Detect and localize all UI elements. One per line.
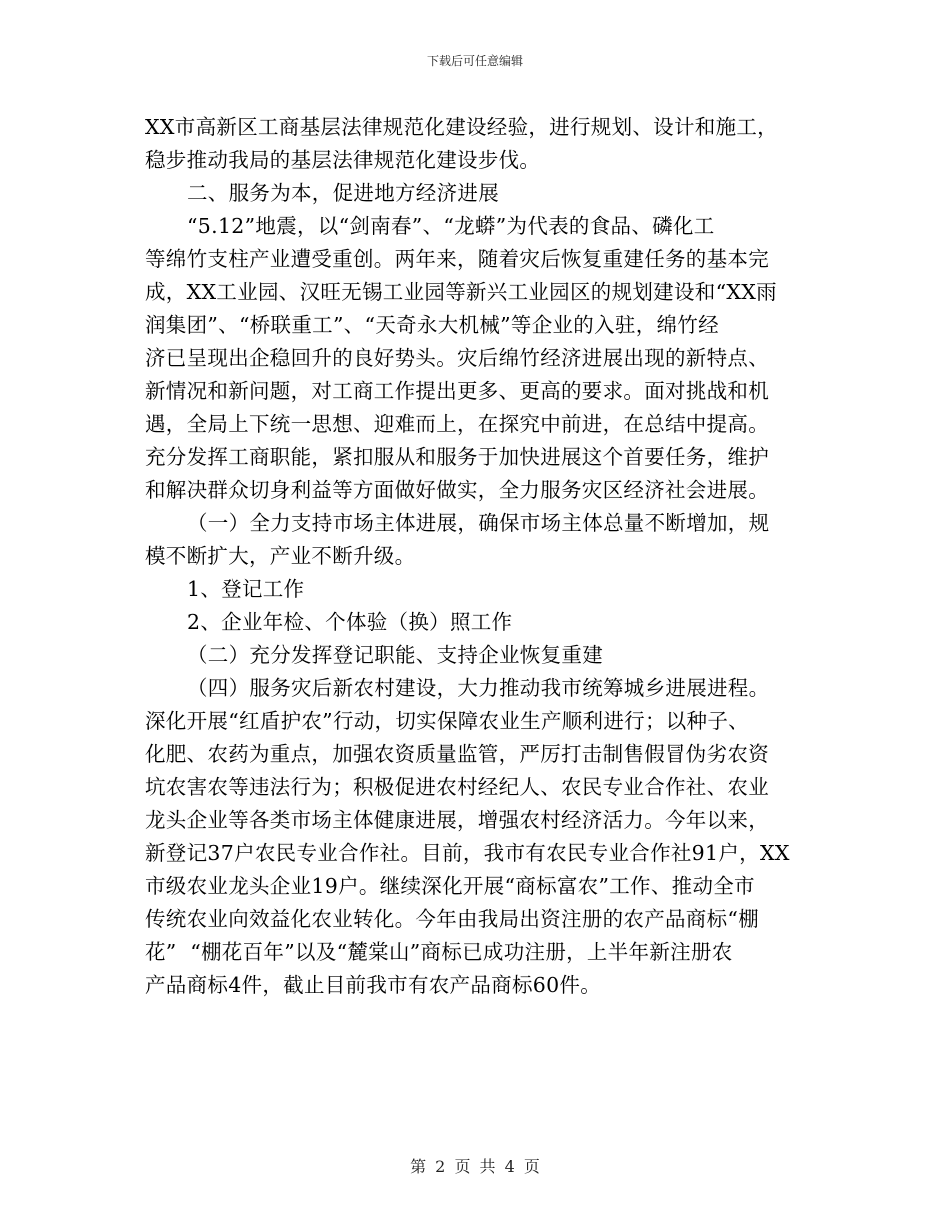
text-line: 稳步推动我局的基层法律规范化建设步伐。 bbox=[145, 148, 541, 172]
text-line: 模不断扩大，产业不断升级。 bbox=[145, 544, 416, 568]
text-line: “5.12”地震，以“剑南春”、“龙蟒”为代表的食品、磷化工 bbox=[187, 214, 715, 238]
text-line: 新情况和新问题，对工商工作提出更多、更高的要求。面对挑战和机 bbox=[145, 379, 769, 403]
document-body bbox=[145, 111, 810, 1002]
list-item: 2、企业年检、个体验（换）照工作 bbox=[187, 610, 513, 634]
text-line: 济已呈现出企稳回升的良好势头。灾后绵竹经济进展出现的新特点、 bbox=[145, 346, 769, 370]
text-line: 和解决群众切身利益等方面做好做实，全力服务灾区经济社会进展。 bbox=[145, 478, 769, 502]
text-line: XX市高新区工商基层法律规范化建设经验，进行规划、设计和施工， bbox=[145, 115, 778, 139]
text-line: 成，XX工业园、汉旺无锡工业园等新兴工业园区的规划建设和“XX雨 bbox=[145, 280, 777, 304]
text-line: 润集团”、“桥联重工”、“天奇永大机械”等企业的入驻，绵竹经 bbox=[145, 313, 719, 337]
text-line: 新登记37户农民专业合作社。目前，我市有农民专业合作社91户，XX bbox=[145, 841, 790, 865]
text-line: 龙头企业等各类市场主体健康进展，增强农村经济活力。今年以来， bbox=[145, 808, 769, 832]
page-footer: 第 2 页 共 4 页 bbox=[410, 1157, 540, 1176]
subsection-heading: （四）服务灾后新农村建设，大力推动我市统筹城乡进展进程。 bbox=[187, 676, 770, 700]
text-line: 深化开展“红盾护农”行动，切实保障农业生产顺利进行；以种子、 bbox=[145, 709, 749, 733]
text-line: 坑农害农等违法行为；积极促进农村经纪人、农民专业合作社、农业 bbox=[145, 775, 769, 799]
subsection-heading: （一）全力支持市场主体进展，确保市场主体总量不断增加，规 bbox=[187, 511, 770, 535]
list-item: 1、登记工作 bbox=[187, 577, 305, 601]
text-line: 传统农业向效益化农业转化。今年由我局出资注册的农产品商标“棚 bbox=[145, 907, 759, 931]
text-line: 花” “棚花百年”以及“麓棠山”商标已成功注册，上半年新注册农 bbox=[145, 940, 733, 964]
section-heading: 二、服务为本，促进地方经济进展 bbox=[187, 181, 499, 205]
text-line: 产品商标4件，截止目前我市有农产品商标60件。 bbox=[145, 973, 602, 997]
text-line: 等绵竹支柱产业遭受重创。两年来，随着灾后恢复重建任务的基本完 bbox=[145, 247, 769, 271]
text-line: 遇，全局上下统一思想、迎难而上，在探究中前进，在总结中提高。 bbox=[145, 412, 769, 436]
text-line: 充分发挥工商职能，紧扣服从和服务于加快进展这个首要任务，维护 bbox=[145, 445, 769, 469]
subsection-heading: （二）充分发挥登记职能、支持企业恢复重建 bbox=[187, 643, 603, 667]
text-line: 市级农业龙头企业19户。继续深化开展“商标富农”工作、推动全市 bbox=[145, 874, 755, 898]
text-line: 化肥、农药为重点，加强农资质量监管，严厉打击制售假冒伪劣农资 bbox=[145, 742, 769, 766]
page-header: 下载后可任意编辑 bbox=[426, 54, 523, 68]
